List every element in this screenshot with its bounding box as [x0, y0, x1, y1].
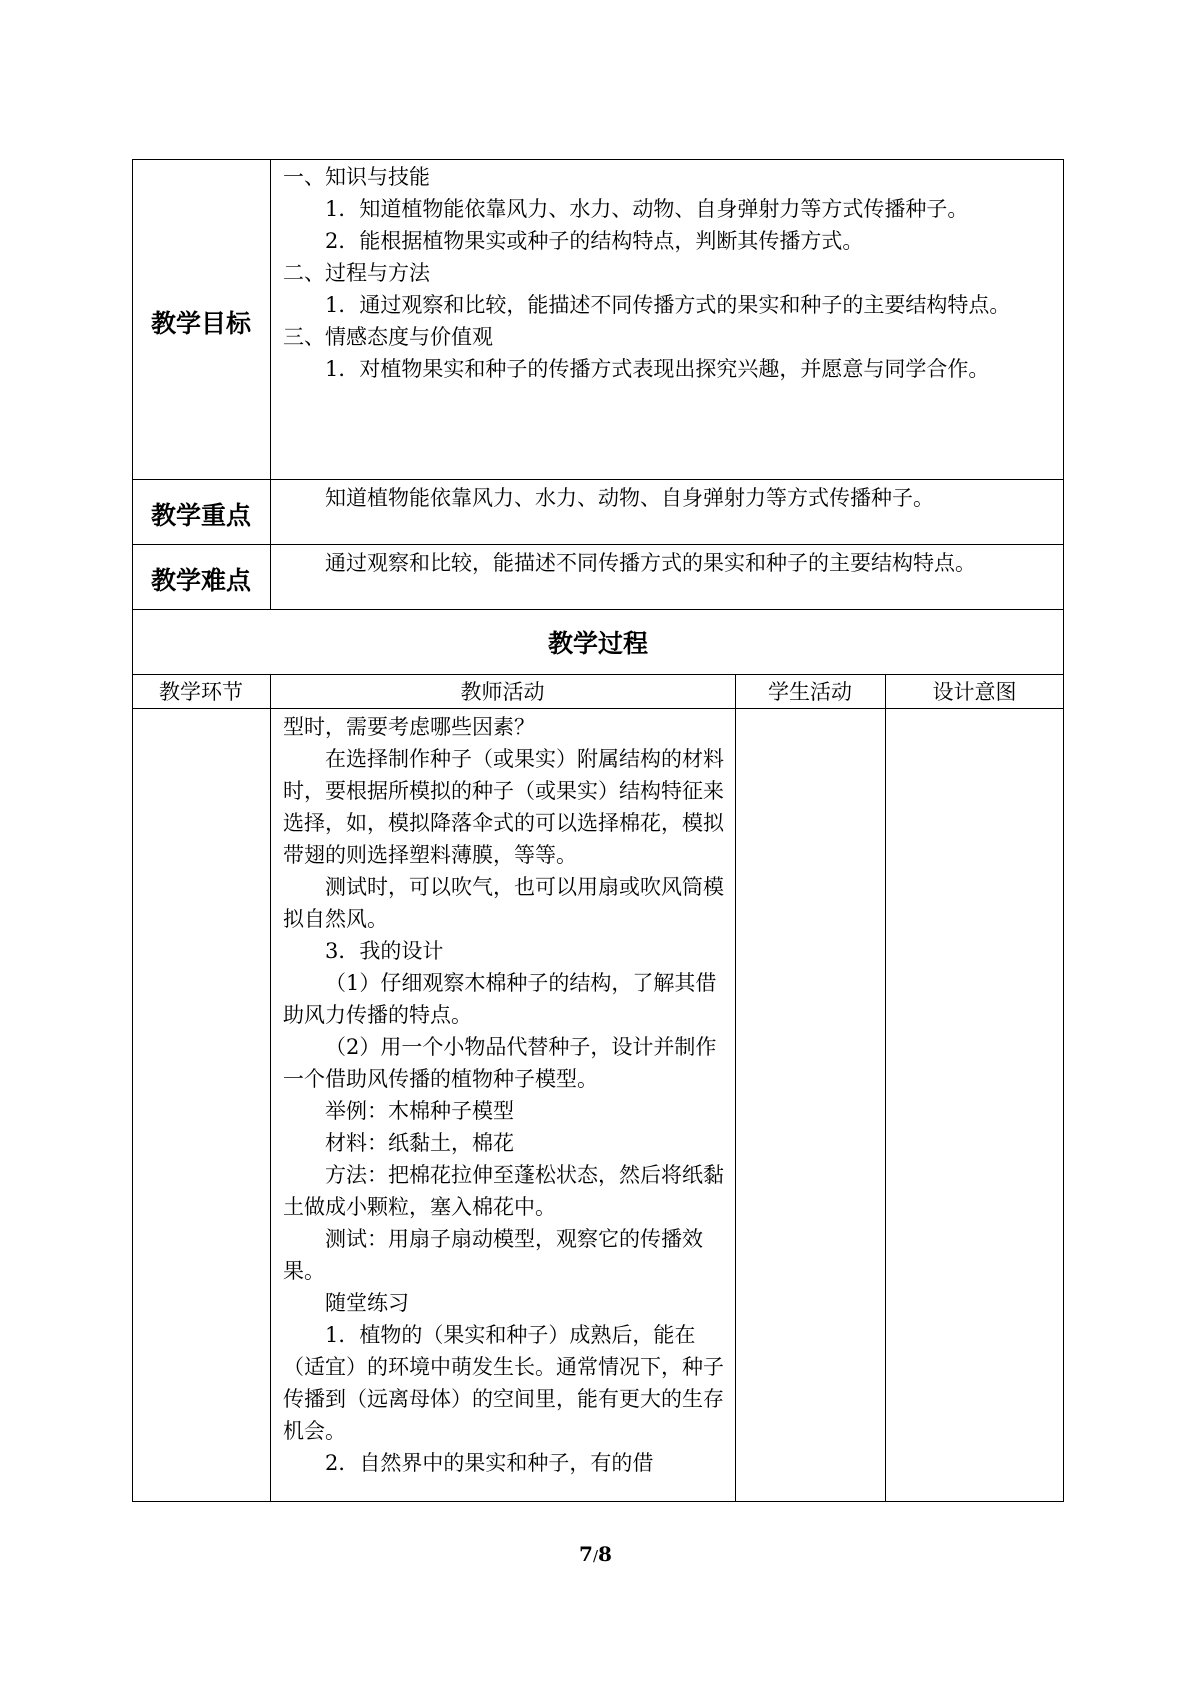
difficulty-text: 通过观察和比较，能描述不同传播方式的果实和种子的主要结构特点。	[325, 551, 976, 575]
column-divider	[735, 674, 736, 1502]
row-divider	[132, 544, 1064, 545]
column-divider	[270, 159, 271, 609]
page-current: 7	[579, 1542, 593, 1566]
row-divider	[132, 479, 1064, 480]
teacher-activity-paragraph: （1）仔细观察木棉种子的结构，了解其借助风力传播的特点。	[283, 971, 717, 1027]
objective-line: 1．知道植物能依靠风力、水力、动物、自身弹射力等方式传播种子。	[325, 197, 969, 221]
row-divider	[132, 674, 1064, 675]
teacher-activity-paragraph: 材料：纸黏土，棉花	[325, 1131, 514, 1155]
teacher-activity-content	[283, 711, 726, 1479]
teacher-activity-paragraph: 举例：木棉种子模型	[325, 1099, 514, 1123]
teacher-activity-paragraph: 随堂练习	[325, 1291, 409, 1315]
teacher-activity-paragraph: 测试：用扇子扇动模型，观察它的传播效果。	[283, 1227, 703, 1283]
objective-line: 三、情感态度与价值观	[283, 325, 493, 349]
teacher-activity-paragraph: 2．自然界中的果实和种子，有的借	[325, 1451, 654, 1475]
teacher-activity-paragraph: （2）用一个小物品代替种子，设计并制作一个借助风传播的植物种子模型。	[283, 1035, 717, 1091]
teacher-activity-paragraph: 3．我的设计	[325, 939, 444, 963]
header-teacher-activity: 教师活动	[460, 680, 545, 704]
page-number	[0, 1542, 1191, 1566]
objective-line: 二、过程与方法	[283, 261, 430, 285]
header-design-intent: 设计意图	[932, 680, 1017, 704]
teacher-activity-paragraph: 测试时，可以吹气，也可以用扇或吹风筒模拟自然风。	[283, 875, 724, 931]
process-title: 教学过程	[547, 629, 648, 658]
key-point-label: 教学重点	[150, 501, 251, 530]
teacher-activity-paragraph: 型时，需要考虑哪些因素？	[283, 715, 535, 739]
objectives-content	[283, 161, 1053, 385]
column-divider	[270, 674, 271, 1502]
page-total: 8	[598, 1542, 612, 1566]
teacher-activity-paragraph: 1．植物的（果实和种子）成熟后，能在（适宜）的环境中萌发生长。通常情况下，种子传播到（远离母体）的空间里，能有更大的生存机会。	[283, 1323, 724, 1443]
objective-line: 1．通过观察和比较，能描述不同传播方式的果实和种子的主要结构特点。	[325, 293, 1011, 317]
teacher-activity-paragraph: 方法：把棉花拉伸至蓬松状态，然后将纸黏土做成小颗粒，塞入棉花中。	[283, 1163, 724, 1219]
difficulty-label: 教学难点	[150, 566, 251, 595]
row-divider	[132, 609, 1064, 610]
page-separator: /	[592, 1547, 599, 1565]
column-divider	[885, 674, 886, 1502]
objective-line: 2．能根据植物果实或种子的结构特点，判断其传播方式。	[325, 229, 864, 253]
objectives-label: 教学目标	[150, 309, 251, 338]
objective-line: 一、知识与技能	[283, 165, 430, 189]
header-student-activity: 学生活动	[768, 680, 852, 704]
objective-line: 1．对植物果实和种子的传播方式表现出探究兴趣，并愿意与同学合作。	[325, 357, 990, 381]
teacher-activity-paragraph: 在选择制作种子（或果实）附属结构的材料时，要根据所模拟的种子（或果实）结构特征来选择，如，模拟降落伞式的可以选择棉花，模拟带翅的则选择塑料薄膜，等等。	[283, 747, 724, 867]
key-point-text: 知道植物能依靠风力、水力、动物、自身弹射力等方式传播种子。	[325, 486, 934, 510]
row-divider	[132, 708, 1064, 709]
header-stage: 教学环节	[159, 680, 243, 704]
